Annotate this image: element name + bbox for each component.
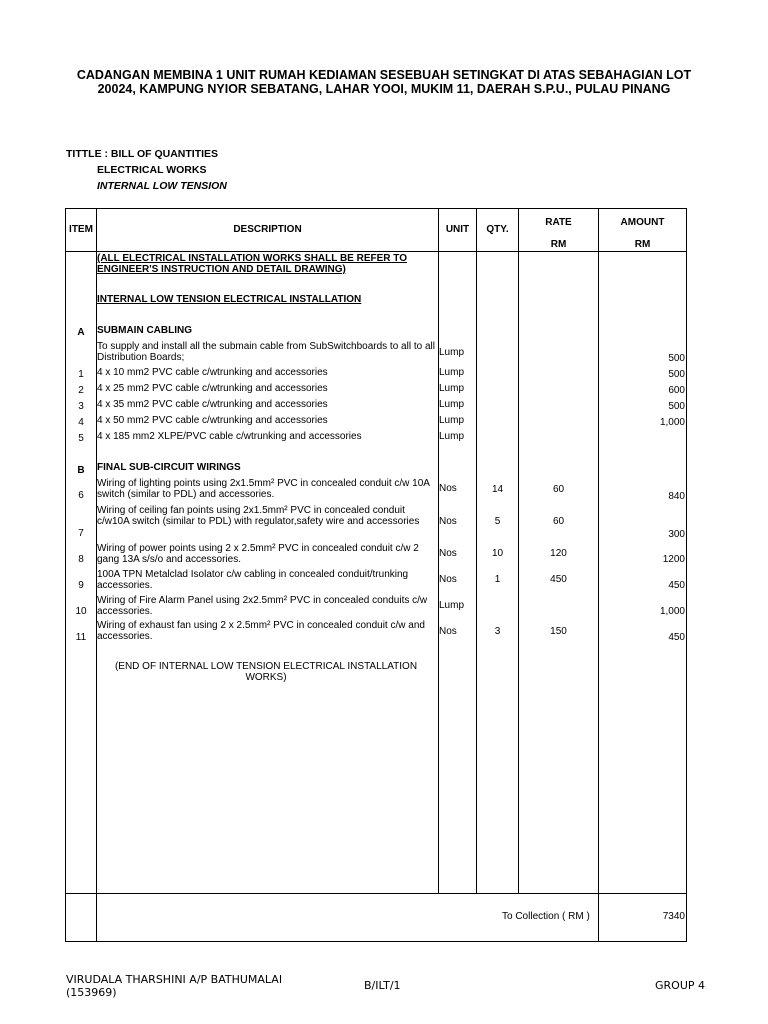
row-item-number: 4 — [78, 417, 84, 428]
header-item: ITEM — [69, 224, 93, 235]
row-unit: Lump — [439, 347, 465, 358]
row-quantity: 14 — [491, 484, 504, 495]
table-left-border — [65, 208, 66, 942]
row-description: 4 x 35 mm2 PVC cable c/wtrunking and accessories — [97, 399, 328, 410]
row-item-number: 10 — [75, 606, 87, 617]
row-description: To supply and install all the submain cable from SubSwitchboards to all to all Distribution Boards; — [97, 341, 435, 363]
row-unit: Lump — [439, 399, 465, 410]
table-bottom-border — [65, 941, 686, 942]
collection-label: To Collection ( RM ) — [502, 911, 590, 922]
row-description: 4 x 10 mm2 PVC cable c/wtrunking and accessories — [97, 367, 328, 378]
table-top-border — [65, 208, 686, 209]
row-unit: Lump — [439, 431, 465, 442]
row-item-number: 6 — [78, 490, 84, 501]
row-unit: Nos — [439, 548, 457, 559]
header-unit: UNIT — [445, 224, 470, 235]
header-bottom-border — [65, 251, 686, 252]
row-description: Wiring of power points using 2 x 2.5mm² PVC in concealed conduit c/w 2 gang 13A s/s/o and accessories. — [97, 543, 419, 565]
header-amount-unit: RM — [634, 239, 651, 250]
row-unit: Lump — [439, 600, 465, 611]
header-description: DESCRIPTION — [233, 224, 302, 235]
row-item-number: 5 — [78, 433, 84, 444]
row-quantity: 3 — [494, 626, 501, 637]
row-rate: 450 — [550, 574, 567, 585]
row-amount: 1,000 — [659, 606, 685, 617]
row-item-number: 2 — [78, 385, 84, 396]
author-id: (153969) — [66, 986, 117, 999]
row-amount: 1,000 — [659, 417, 685, 428]
row-unit: Lump — [439, 415, 465, 426]
row-description: Wiring of ceiling fan points using 2x1.5mm² PVC in concealed conduit c/w10A switch (similar to PDL) with regulator,safety wire and accessories — [97, 505, 420, 527]
row-unit: Nos — [439, 483, 457, 494]
section-a-title: SUBMAIN CABLING — [97, 325, 192, 336]
row-description: 4 x 25 mm2 PVC cable c/wtrunking and accessories — [97, 383, 328, 394]
row-item-number: 7 — [78, 528, 84, 539]
document-title: CADANGAN MEMBINA 1 UNIT RUMAH KEDIAMAN SESEBUAH SETINGKAT DI ATAS SEBAHAGIAN LOT 20024, KAMPUNG NYIOR SEBATANG, LAHAR YOOI, MUKIM 11, DAERAH S.P.U., PULAU PINANG — [76, 68, 692, 96]
row-amount: 450 — [668, 632, 685, 643]
row-quantity: 5 — [494, 516, 501, 527]
author-name: VIRUDALA THARSHINI A/P BATHUMALAI — [66, 973, 283, 986]
row-amount: 450 — [668, 580, 685, 591]
row-quantity: 1 — [494, 574, 501, 585]
row-item-number: 11 — [75, 632, 87, 643]
row-amount: 300 — [668, 529, 685, 540]
row-amount: 500 — [668, 353, 685, 364]
end-note: (END OF INTERNAL LOW TENSION ELECTRICAL INSTALLATION WORKS) — [114, 661, 418, 683]
group-label: GROUP 4 — [655, 979, 706, 992]
table-right-border — [686, 208, 687, 942]
row-item-number: 1 — [78, 369, 84, 380]
row-amount: 500 — [668, 369, 685, 380]
header-amount: AMOUNT — [620, 217, 665, 228]
row-unit: Lump — [439, 383, 465, 394]
row-unit: Lump — [439, 367, 465, 378]
row-description: 100A TPN Metalclad Isolator c/w cabling in concealed conduit/trunking accessories. — [97, 569, 409, 591]
row-item-number: 3 — [78, 401, 84, 412]
row-unit: Nos — [439, 626, 457, 637]
section-b-title: FINAL SUB-CIRCUIT WIRINGS — [97, 462, 241, 473]
installation-note: (ALL ELECTRICAL INSTALLATION WORKS SHALL BE REFER TO ENGINEER'S INSTRUCTION AND DETAIL DRAWING) — [97, 253, 407, 275]
title-line: TITTLE : BILL OF QUANTITIES — [66, 148, 219, 160]
row-amount: 500 — [668, 401, 685, 412]
row-amount: 840 — [668, 491, 685, 502]
subtitle: ELECTRICAL WORKS — [97, 164, 207, 176]
row-item-number: 9 — [78, 580, 84, 591]
section-b-letter: B — [77, 465, 85, 476]
row-amount: 600 — [668, 385, 685, 396]
row-rate: 120 — [550, 548, 567, 559]
page-reference: B/ILT/1 — [364, 979, 401, 992]
installation-heading: INTERNAL LOW TENSION ELECTRICAL INSTALLATION — [97, 294, 362, 305]
collection-total: 7340 — [662, 911, 685, 922]
section-title: INTERNAL LOW TENSION — [97, 180, 227, 192]
row-description: 4 x 50 mm2 PVC cable c/wtrunking and accessories — [97, 415, 328, 426]
row-quantity: 10 — [491, 548, 504, 559]
row-amount: 1200 — [662, 554, 685, 565]
row-item-number: 8 — [78, 554, 84, 565]
row-rate: 60 — [552, 484, 565, 495]
header-rate: RATE — [545, 217, 572, 228]
header-rate-unit: RM — [550, 239, 567, 250]
row-unit: Nos — [439, 516, 457, 527]
collection-top-border — [65, 893, 686, 894]
row-rate: 60 — [552, 516, 565, 527]
row-description: Wiring of Fire Alarm Panel using 2x2.5mm² PVC in concealed conduits c/w accessories. — [97, 595, 428, 617]
row-description: Wiring of exhaust fan using 2 x 2.5mm² PVC in concealed conduit c/w and accessories. — [97, 620, 425, 642]
row-description: Wiring of lighting points using 2x1.5mm² PVC in concealed conduit c/w 10A switch (similar to PDL) and accessories. — [97, 478, 430, 500]
header-qty: QTY. — [486, 224, 509, 235]
row-description: 4 x 185 mm2 XLPE/PVC cable c/wtrunking and accessories — [97, 431, 362, 442]
col-divider-rate — [598, 208, 599, 942]
section-a-letter: A — [77, 327, 85, 338]
row-rate: 150 — [550, 626, 567, 637]
row-unit: Nos — [439, 574, 457, 585]
